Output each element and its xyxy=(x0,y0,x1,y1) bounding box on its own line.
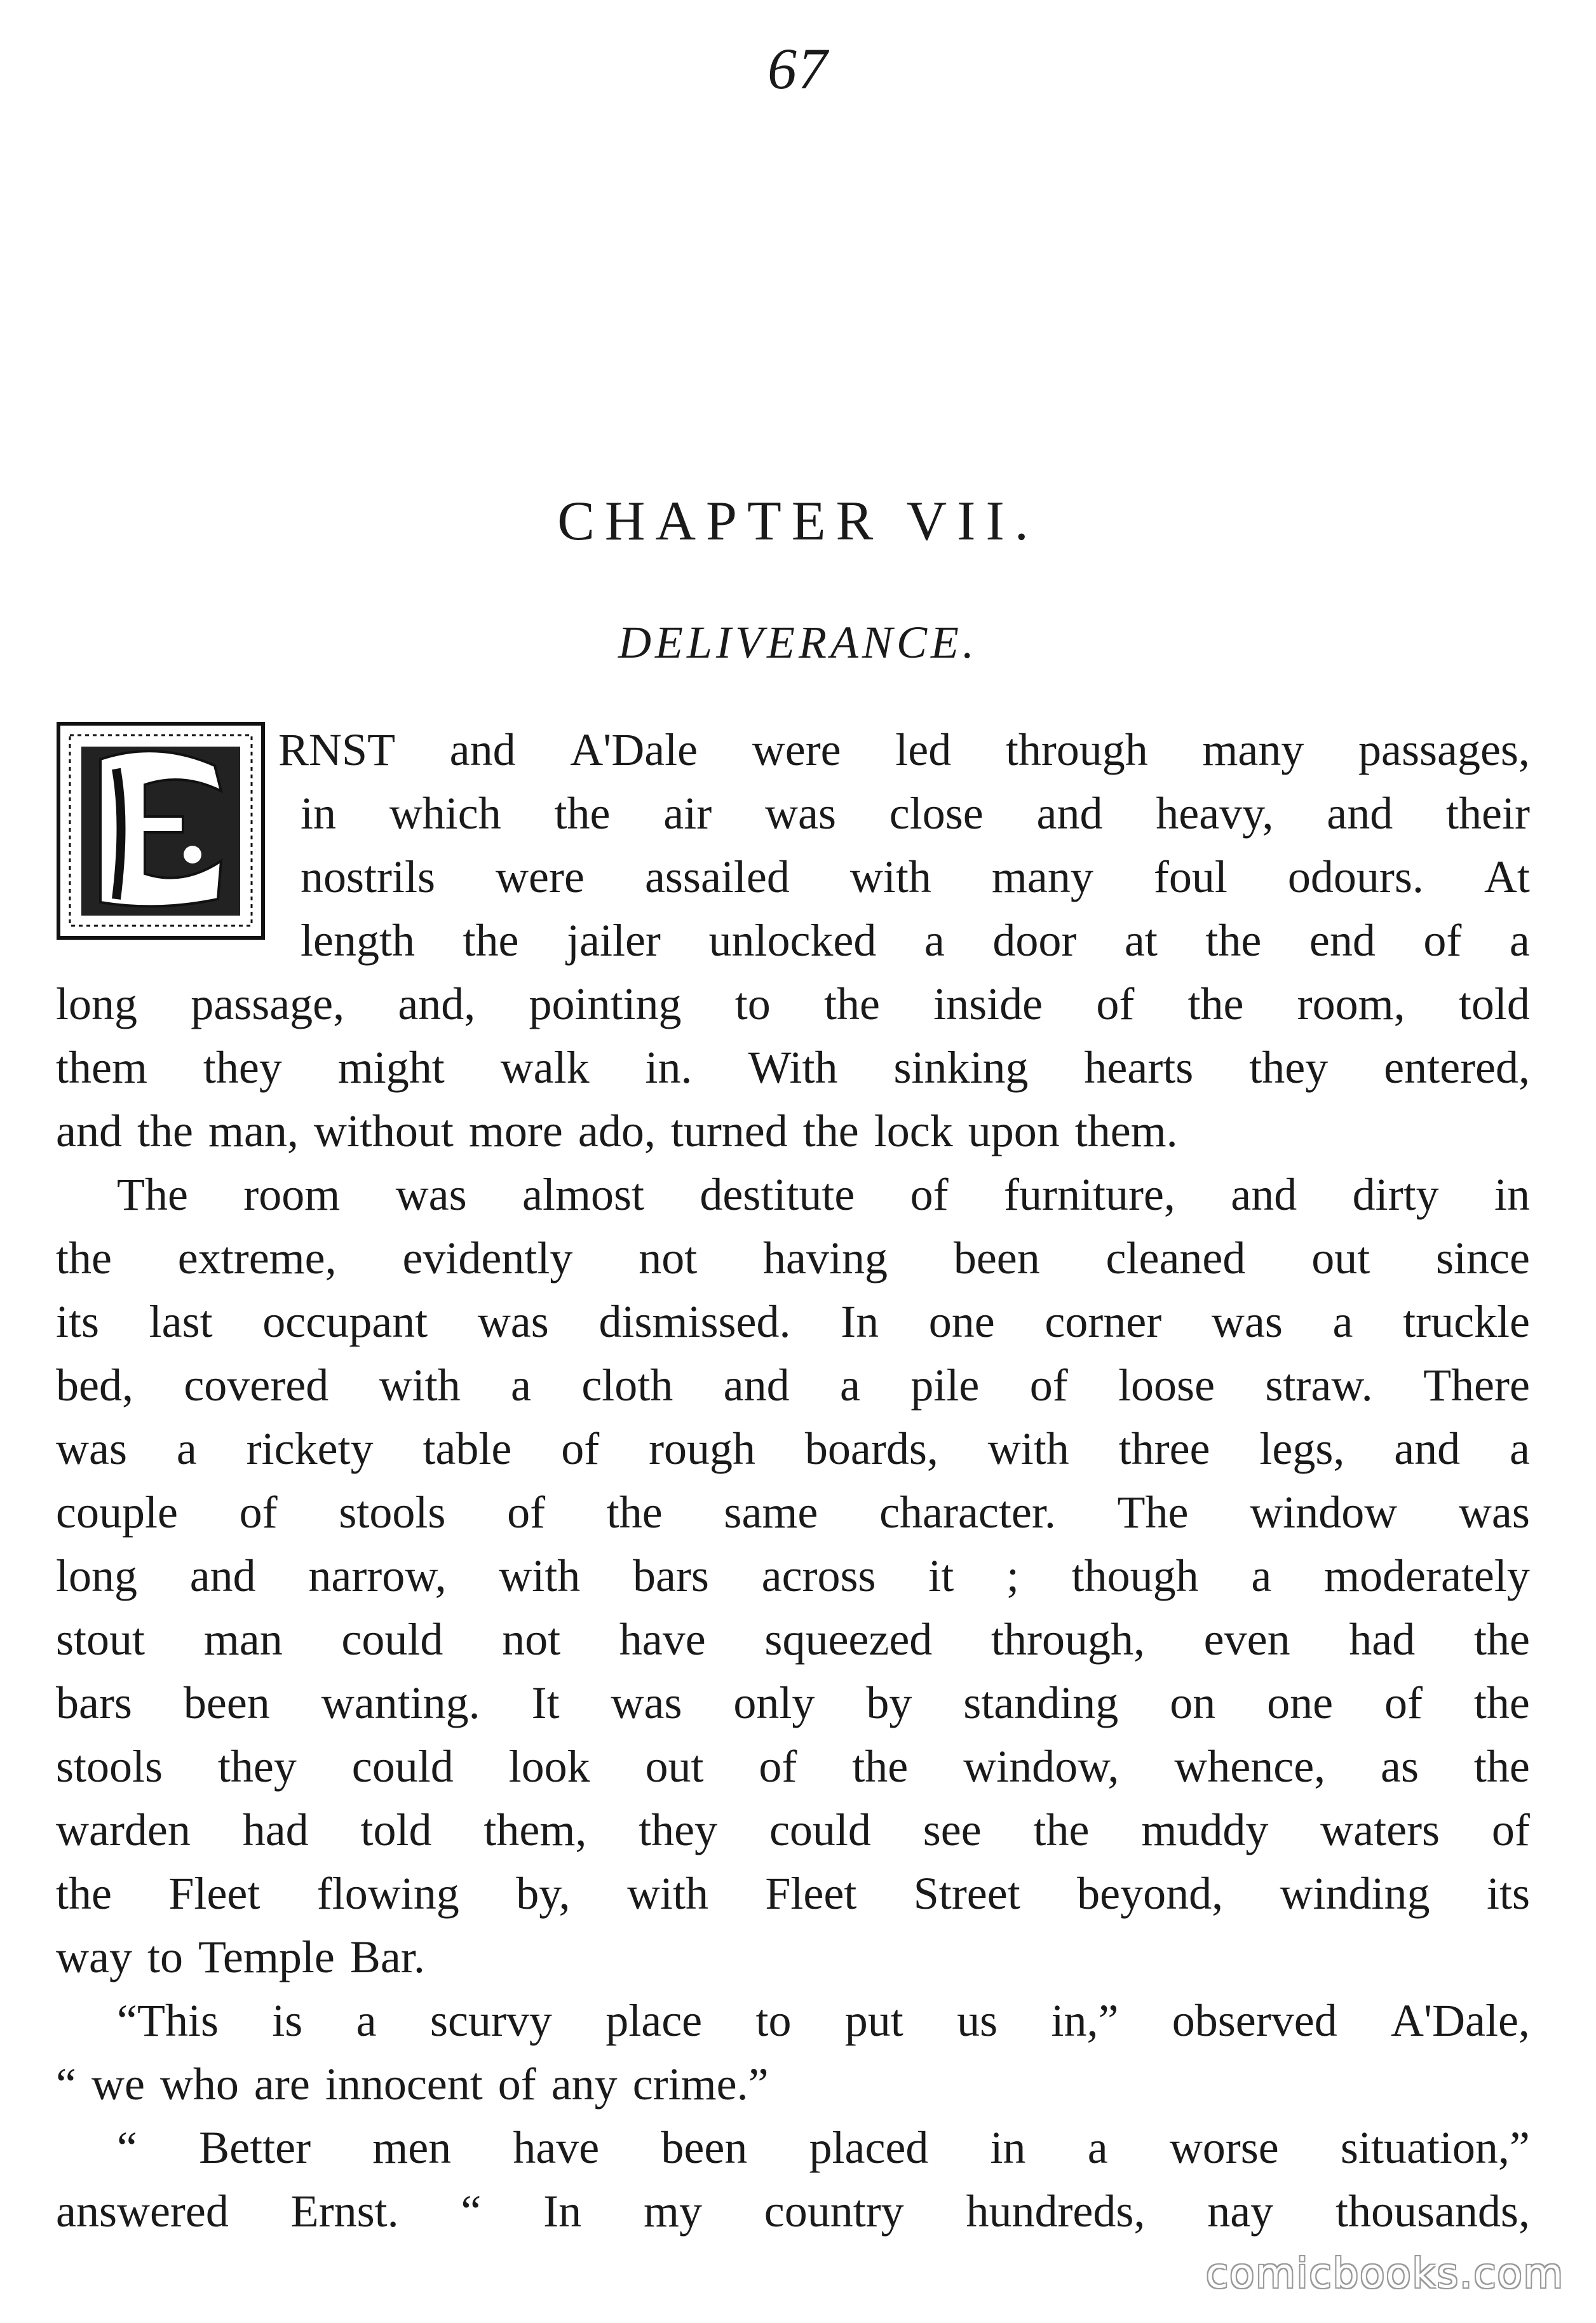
text-line: nostrils were assailed with many foul odours. At xyxy=(301,851,1530,902)
text-line: stout man could not have squeezed through, even had the xyxy=(56,1614,1530,1665)
text-line: length the jailer unlocked a door at the end of a xyxy=(301,915,1530,966)
text-line: “ Better men have been placed in a worse situation,” xyxy=(117,2122,1530,2173)
text-line: way to Temple Bar. xyxy=(56,1932,425,1982)
text-line: them they might walk in. With sinking hearts they entered, xyxy=(56,1042,1530,1093)
text-line: its last occupant was dismissed. In one corner was a truckle xyxy=(56,1296,1530,1347)
text-line: couple of stools of the same character. The window was xyxy=(56,1487,1530,1538)
text-line: The room was almost destitute of furniture, and dirty in xyxy=(117,1169,1530,1220)
text-line: long passage, and, pointing to the inside of the room, told xyxy=(56,979,1530,1029)
text-line: the extreme, evidently not having been cleaned out since xyxy=(56,1233,1530,1283)
text-line: stools they could look out of the window, whence, as the xyxy=(56,1741,1530,1792)
text-line: RNST and A'Dale were led through many passages, xyxy=(278,724,1530,775)
text-line: long and narrow, with bars across it ; though a moderately xyxy=(56,1550,1530,1601)
text-line: “ we who are innocent of any crime.” xyxy=(56,2059,769,2110)
text-line: warden had told them, they could see the muddy waters of xyxy=(56,1805,1530,1855)
text-line: and the man, without more ado, turned the lock upon them. xyxy=(56,1106,1178,1156)
text-line: the Fleet flowing by, with Fleet Street beyond, winding its xyxy=(56,1868,1530,1919)
text-line: in which the air was close and heavy, and their xyxy=(301,788,1530,839)
text-line: “This is a scurvy place to put us in,” observed A'Dale, xyxy=(117,1995,1530,2046)
chapter-title: CHAPTER VII. xyxy=(557,491,1039,552)
text-line: bars been wanting. It was only by standing on one of the xyxy=(56,1677,1530,1728)
page-number: 67 xyxy=(768,36,828,101)
watermark: comicbooks.com xyxy=(1205,2251,1564,2298)
text-line: was a rickety table of rough boards, with three legs, and a xyxy=(56,1423,1530,1474)
chapter-subtitle: DELIVERANCE. xyxy=(618,617,978,668)
body-text xyxy=(56,718,1530,2243)
text-line: answered Ernst. “ In my country hundreds, nay thousands, xyxy=(56,2186,1530,2237)
text-line: bed, covered with a cloth and a pile of loose straw. There xyxy=(56,1360,1530,1411)
